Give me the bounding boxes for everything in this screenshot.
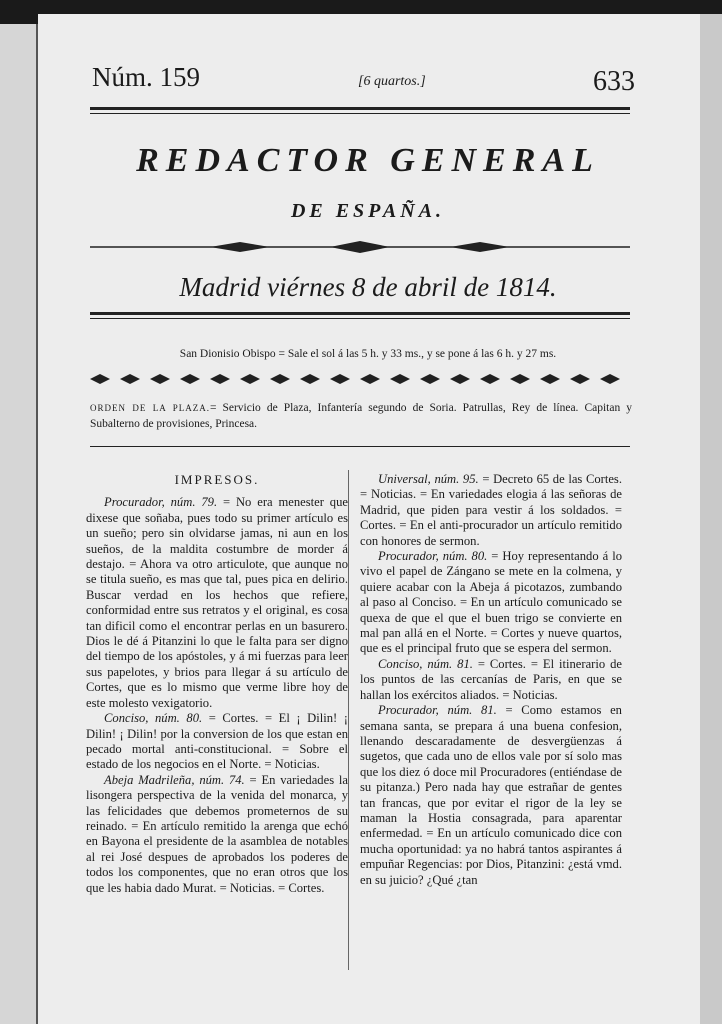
- ornament-rule: [90, 240, 630, 254]
- paragraph: Procurador, núm. 79. = No era menester que dixese que soñaba, pues todo su primer artículo es un sueño; pero sin olvidarse jamas, ni aun en los sueños, de la maldita costumbre de morder á destajo. = Ahora va otro articulote, que aunque no se titula sueño, es mas que tal, pues pica en delirio. Buscar verdad en los hechos que refiere, conformidad entre sus retratos y el original, es cosa tan dificil como el encontrar perlas en un basurero. Dios le dé á Pitanzini lo que le falta para ser digno del tiempo de los apóstoles, y á mi fuerzas para leer sus papelotes, y brios para llegar á su artículo de Cortes, que es lo mismo que verme libre hoy de este molesto vexigatorio.: [86, 495, 348, 710]
- facing-page-edge: [0, 24, 38, 1024]
- column-left: [86, 472, 348, 896]
- newspaper-page: [38, 14, 700, 1024]
- masthead-title: REDACTOR GENERAL: [136, 142, 600, 179]
- saint-line: San Dionisio Obispo = Sale el sol á las 5 h. y 33 ms., y se pone á las 6 h. y 27 ms.: [179, 348, 557, 360]
- section-heading: IMPRESOS.: [174, 472, 260, 487]
- paragraph: Conciso, núm. 81. = Cortes. = El itinerario de los puntos de las cercanías de Paris, en que se hallan los exércitos aliados. = Noticias.: [360, 656, 622, 702]
- column-divider: [348, 470, 349, 970]
- dateline: Madrid viérnes 8 de abril de 1814.: [179, 272, 557, 302]
- double-rule-mid-thin: [90, 318, 630, 319]
- orden-de-la-plaza: [90, 400, 632, 432]
- column-right: [360, 472, 622, 888]
- section-rule: [90, 446, 630, 447]
- paragraph: Conciso, núm. 80. = Cortes. = El ¡ Dilin! ¡ Dilin! ¡ Dilin! por la conversion de los que estan en pecado mortal anti-constitucional. = Sobre el estado de los negocios en el Norte. = Noticias.: [86, 711, 348, 772]
- page-edge-right: [700, 14, 722, 1024]
- double-rule-mid: [90, 312, 630, 315]
- paragraph: Procurador, núm. 80. = Hoy representando á lo vivo el papel de Zángano se mete en la colmena, y quiere acabar con la Abeja á picotazos, zumbando al paso al Conciso. = En un artículo comunicado se quexa de que el que el buen trigo se convierte en mal pan allá en el Norte. = Cortes y nueve quartos, que es el principal fruto que se espera del sermon.: [360, 549, 622, 656]
- masthead-subtitle: DE ESPAÑA.: [290, 200, 446, 222]
- issue-number: Núm. 159: [92, 62, 200, 92]
- issue-price: [6 quartos.]: [358, 74, 426, 89]
- paragraph: Universal, núm. 95. = Decreto 65 de las Cortes. = Noticias. = En variedades elogia á las señoras de Madrid, que piden para vestir á los soldados. = Cortes. = En el anti-procurador un artículo remitido con honores de sermon.: [360, 472, 622, 548]
- orden-label: ORDEN DE LA PLAZA.: [90, 403, 210, 413]
- double-rule-top-thin: [90, 113, 630, 114]
- orden-text: = Servicio de Plaza, Infantería segundo de Soria. Patrullas, Rey de línea. Capitan y Subalterno de provisiones, Princesa.: [90, 402, 632, 430]
- page-number: 633: [593, 66, 635, 97]
- ornament-chain: [90, 372, 630, 386]
- paragraph: Abeja Madrileña, núm. 74. = En variedades la lisongera perspectiva de la venida del monarca, y las felicidades que debemos prometernos de su reinado. = En artículo remitido la arenga que echó en Bayona el presidente de la asamblea de notables al rei José despues de aprobados los poderes de todos los componentes, que no eran otros que los que les habia dado Murat. = Noticias. = Cortes.: [86, 772, 348, 895]
- paragraph: Procurador, núm. 81. = Como estamos en semana santa, se prepara á una buena confesion, llenando descaradamente de desvergüenzas á sugetos, que cada uno de ellos vale por sí solo mas que los diez ó doce mil Procuradores (entiéndase de su pitanza.) Pero nada hay que estrañar de gentes tan francas, que por evitar el rigor de la ley se maman la Hostia consagrada, para aparentar enfermedad. = En un artículo comunicado dice con mucha oportunidad: ya no habrá tantos aspirantes á empuñar Regencias: por Dios, Pitanzini: ¿está vmd. en su juicio? ¿Qué ¿tan: [360, 703, 622, 887]
- double-rule-top: [90, 107, 630, 110]
